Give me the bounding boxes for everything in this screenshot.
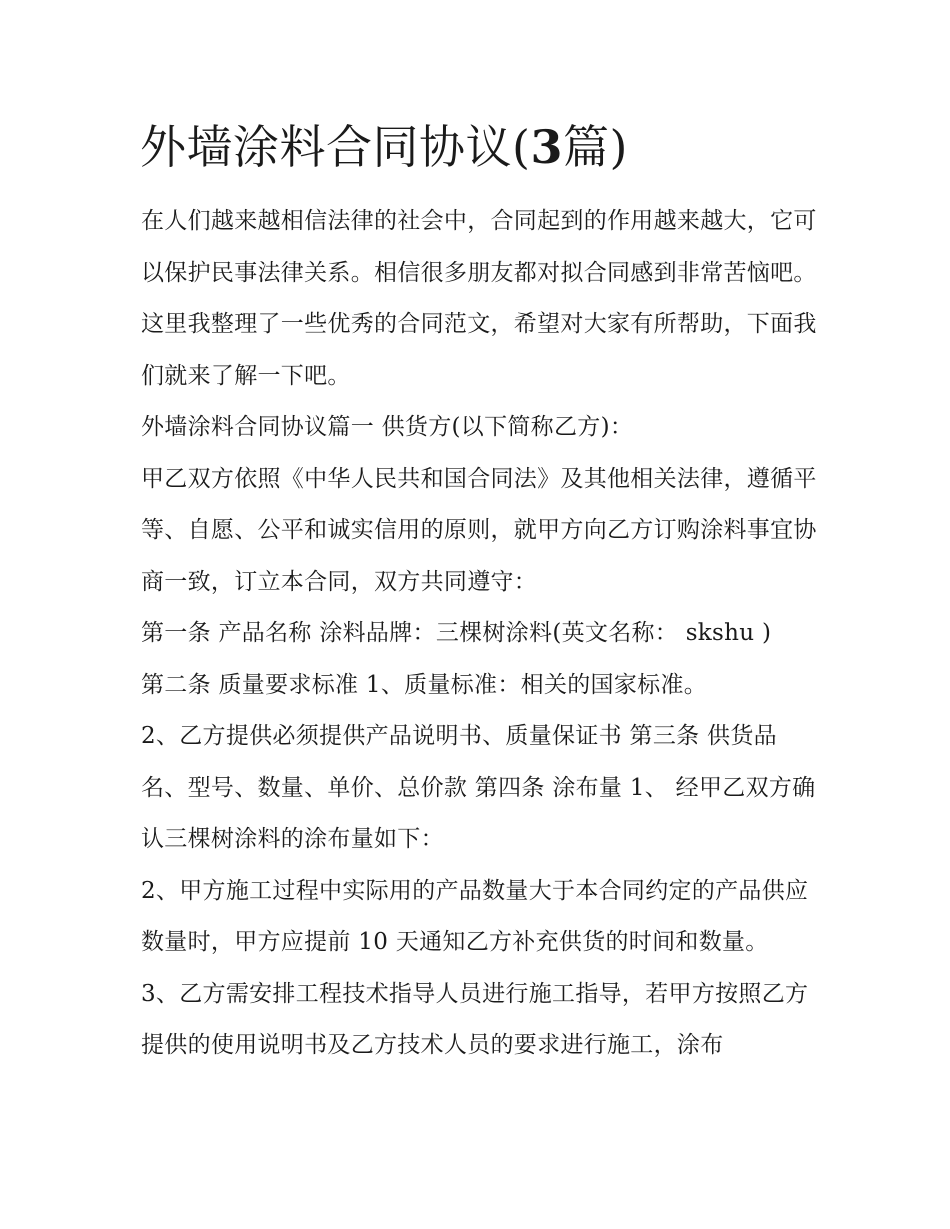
title-number: 3 xyxy=(530,120,563,174)
paragraph-item-3-guidance: 3、乙方需安排工程技术指导人员进行施工指导，若甲方按照乙方提供的使用说明书及乙方技术人员的要求进行施工，涂布 xyxy=(141,980,809,1058)
document-body xyxy=(141,196,821,1072)
paragraph-supplier-heading: 外墙涂料合同协议篇一 供货方(以下简称乙方)： xyxy=(141,414,634,440)
paragraph-article-1: 第一条 产品名称 涂料品牌：三棵树涂料(英文名称： skshu ) xyxy=(141,620,772,646)
paragraph-preamble: 甲乙双方依照《中华人民共和国合同法》及其他相关法律，遵循平等、自愿、公平和诚实信用的原则，就甲方向乙方订购涂料事宜协商一致，订立本合同，双方共同遵守： xyxy=(141,465,817,595)
paragraph-article-2: 第二条 质量要求标准 1、质量标准：相关的国家标准。 xyxy=(141,671,708,698)
title-prefix: 外墙涂料合同协议( xyxy=(140,120,531,174)
paragraph-item-2-quantity: 2、甲方施工过程中实际用的产品数量大于本合同约定的产品供应数量时，甲方应提前 10 天通知乙方补充供货的时间和数量。 xyxy=(141,877,809,955)
paragraph-intro: 在人们越来越相信法律的社会中，合同起到的作用越来越大，它可以保护民事法律关系。相信很多朋友都对拟合同感到非常苦恼吧。这里我整理了一些优秀的合同范文，希望对大家有所帮助，下面我们就来了解一下吧。 xyxy=(141,208,817,389)
document-title xyxy=(140,112,628,182)
paragraph-item-2-documents: 2、乙方提供必须提供产品说明书、质量保证书 第三条 供货品名、型号、数量、单价、总价款 第四条 涂布量 1、 经甲乙双方确认三棵树涂料的涂布量如下： xyxy=(141,723,816,852)
title-suffix: 篇) xyxy=(562,120,628,174)
